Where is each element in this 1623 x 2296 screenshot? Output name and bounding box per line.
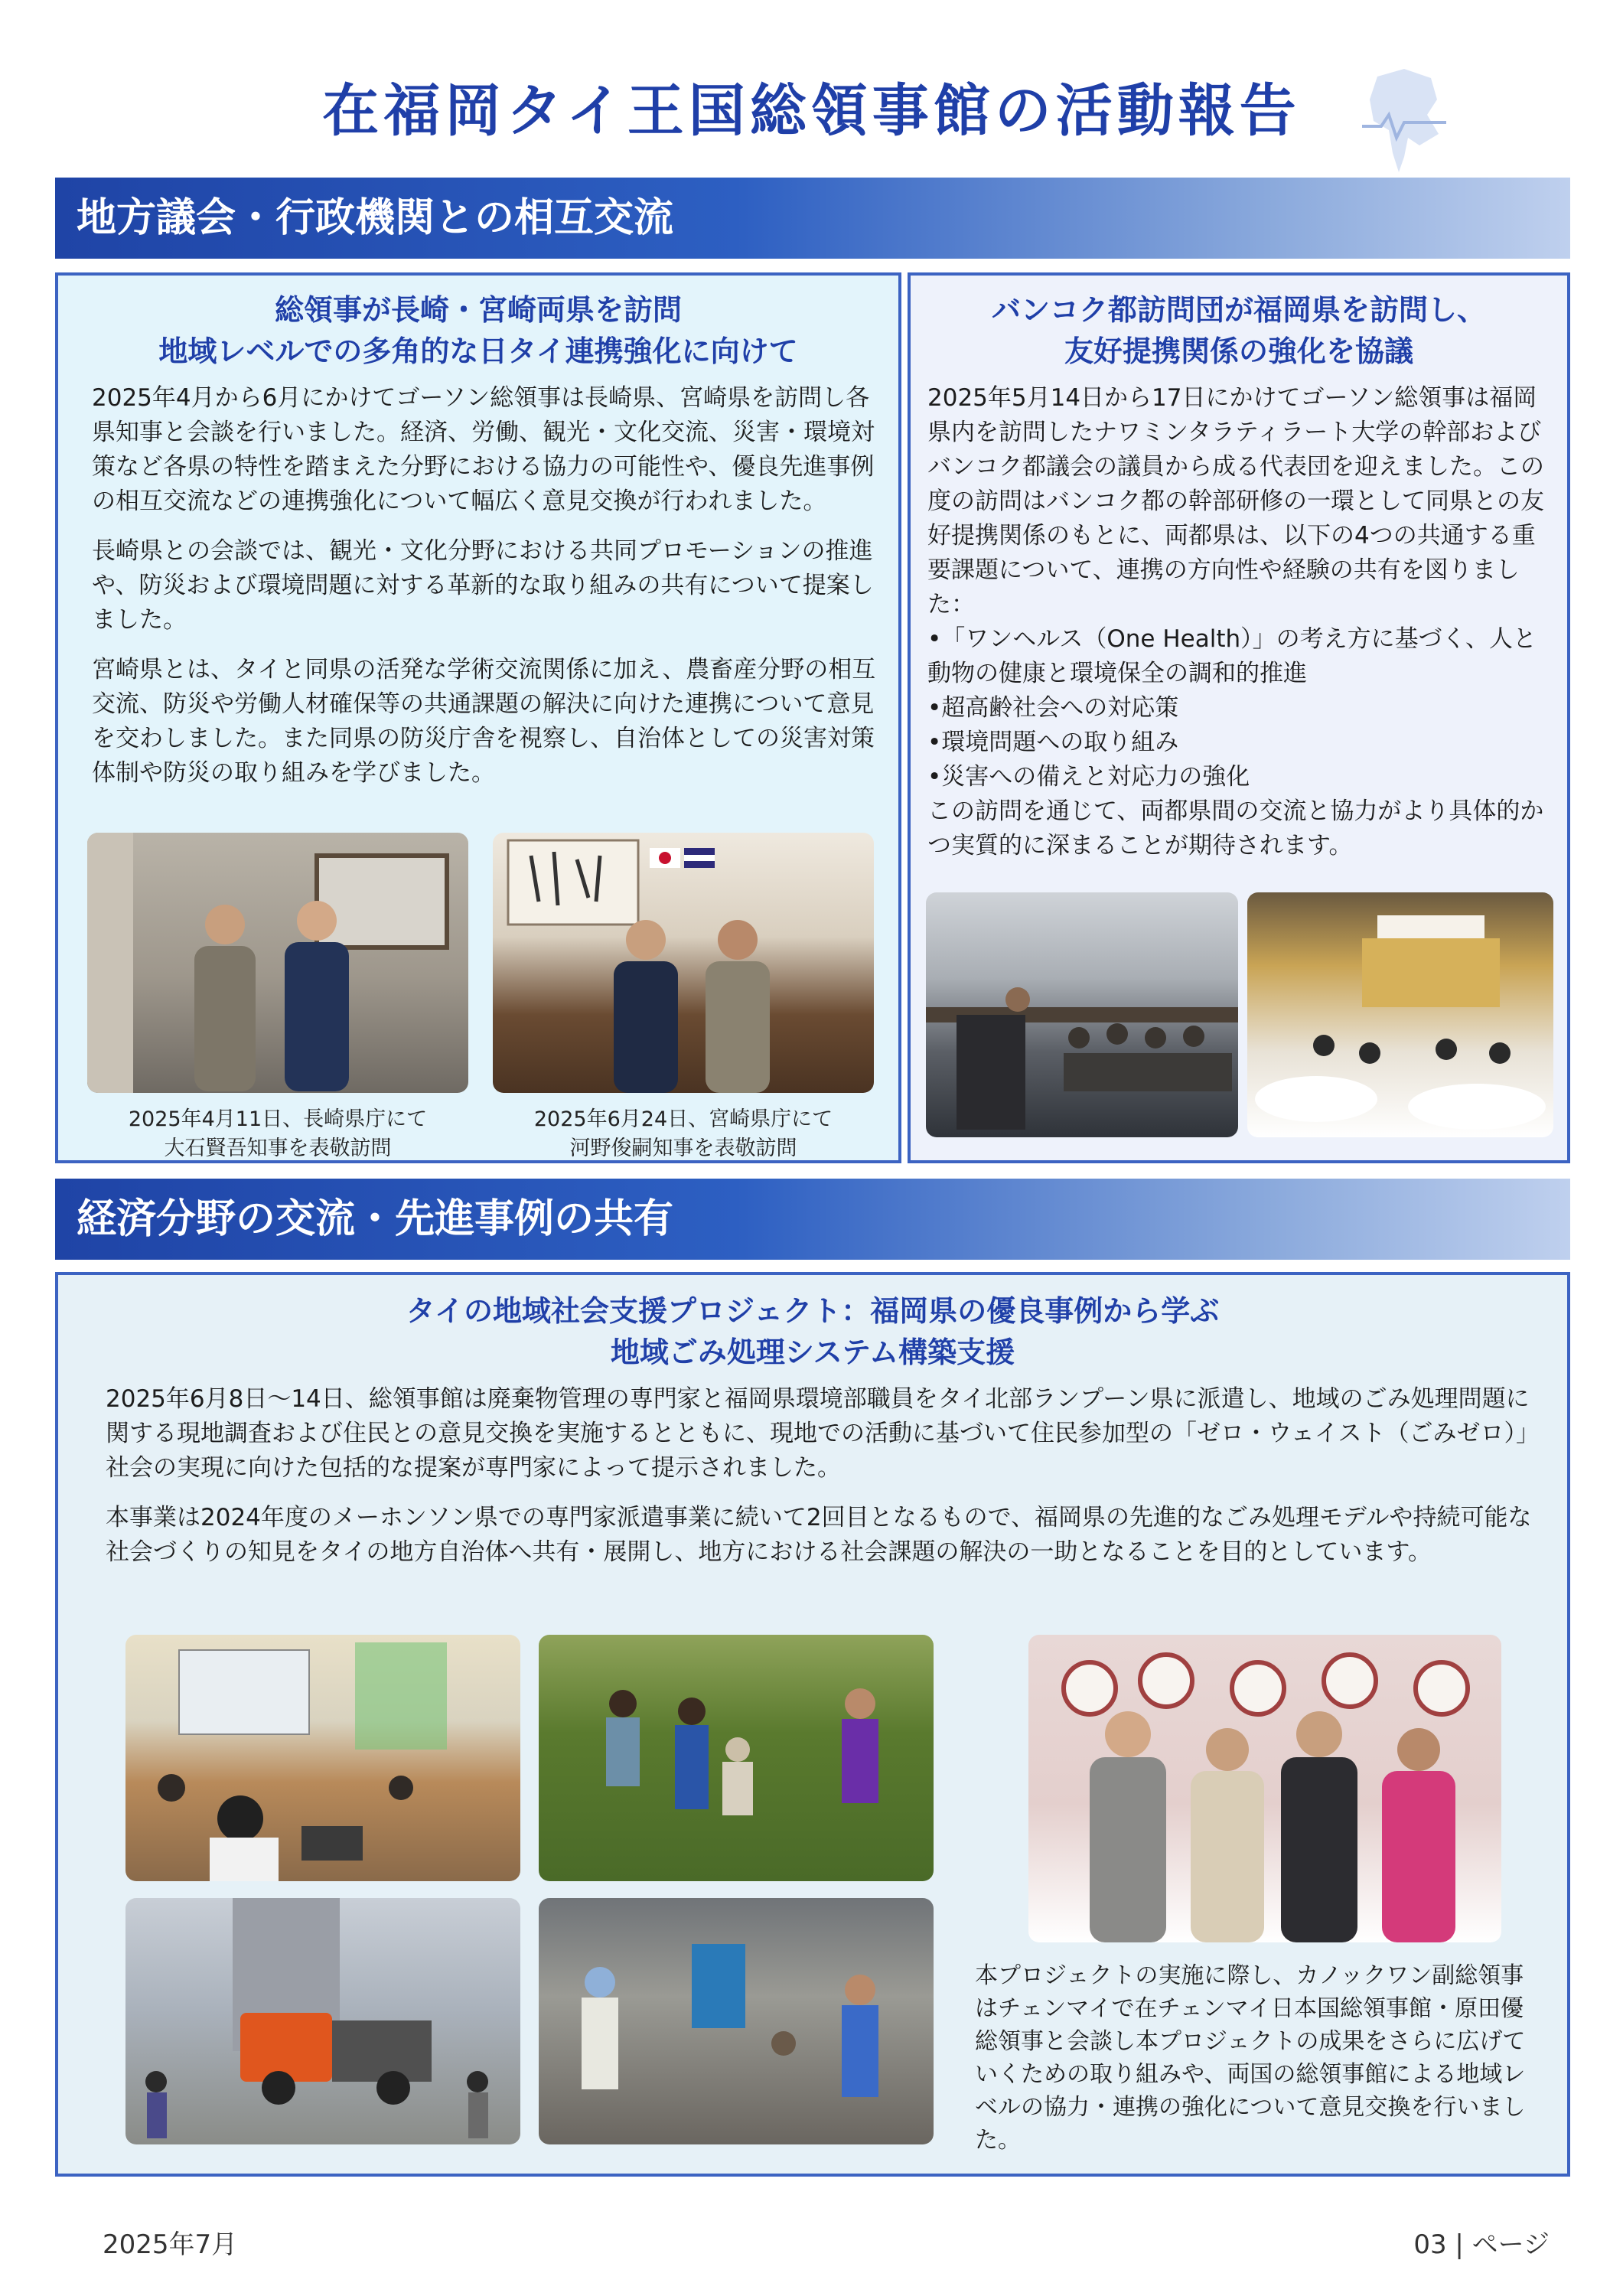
caption-line-1: 2025年4月11日、長崎県庁にて [128, 1107, 428, 1131]
section-banner-label: 地方議会・行政機関との相互交流 [77, 195, 674, 241]
photo-community-visit [539, 1898, 934, 2144]
thailand-map-icon [1347, 61, 1462, 176]
section-banner-local-exchange [55, 178, 1570, 259]
article-body [927, 381, 1558, 863]
section-banner-label: 経済分野の交流・先進事例の共有 [77, 1196, 674, 1242]
paragraph: 宮崎県とは、タイと同県の活発な学術交流関係に加え、農畜産分野の相互交流、防災や労働人材確保等の共通課題の解決に向けた連携について意見を交わしました。また同県の防災庁舎を視察し、自治体としての災害対策体制や防災の取り組みを学びました。 [92, 656, 876, 787]
heading-line-1: 総領事が長崎・宮崎両県を訪問 [274, 293, 682, 327]
article-body [92, 381, 880, 806]
photo-workshop-meeting [125, 1635, 520, 1881]
article-body [106, 1382, 1544, 1585]
bangkok-delegation-article [908, 272, 1570, 1163]
bullet-list [927, 622, 1558, 794]
caption-line-2: 河野俊嗣知事を表敬訪問 [569, 1137, 797, 1160]
nagasaki-miyazaki-article [55, 272, 901, 1163]
photo-caption-miyazaki [493, 1105, 874, 1163]
article-heading [58, 289, 898, 372]
photo-bangkok-reception [1247, 892, 1553, 1137]
list-item: •「ワンヘルス（One Health）」の考え方に基づく、人と動物の健康と環境保全の調和的推進 [927, 625, 1537, 687]
photo-miyazaki-visit [493, 833, 874, 1093]
caption-line-1: 2025年6月24日、宮崎県庁にて [533, 1107, 833, 1131]
side-note: 本プロジェクトの実施に際し、カノックワン副総領事はチェンマイで在チェンマイ日本国総領事館・原田優総領事と会談し本プロジェクトの成果をさらに広げていくための取り組みや、両国の総領事館による地域レベルの協力・連携の強化について意見交換を行いました。 [975, 1962, 1526, 2154]
photo-consulate-meeting [1028, 1635, 1501, 1942]
photo-nagasaki-visit [87, 833, 468, 1093]
list-item: •超高齢社会への対応策 [927, 694, 1179, 722]
list-item: •災害への備えと対応力の強化 [927, 763, 1250, 791]
heading-line-2: 地域ごみ処理システム構築支援 [610, 1336, 1015, 1369]
paragraph: 長崎県との会談では、観光・文化分野における共同プロモーションの推進や、防災および環境問題に対する革新的な取り組みの共有について提案しました。 [92, 537, 874, 634]
photo-field-survey [539, 1635, 934, 1881]
section-banner-economic-exchange [55, 1179, 1570, 1260]
paragraph: 本事業は2024年度のメーホンソン県での専門家派遣事業に続いて2回目となるもので、福岡県の先進的なごみ処理モデルや持続可能な社会づくりの知見をタイの地方自治体へ共有・展開し、地方における社会課題の解決の一助となることを目的としています。 [106, 1504, 1532, 1566]
paragraph: 2025年6月8日〜14日、総領事館は廃棄物管理の専門家と福岡県環境部職員をタイ北部ランプーン県に派遣し、地域のごみ処理問題に関する現地調査および住民との意見交換を実施するとともに、現地での活動に基づいて住民参加型の「ゼロ・ウェイスト（ごみゼロ）」社会の実現に向けた包括的な提案が専門家によって提示されました。 [106, 1385, 1540, 1482]
heading-line-1: バンコク都訪問団が福岡県を訪問し、 [991, 293, 1486, 327]
heading-line-2: 地域レベルでの多角的な日タイ連携強化に向けて [158, 334, 798, 368]
article-heading [58, 1290, 1567, 1373]
heading-line-1: タイの地域社会支援プロジェクト：福岡県の優良事例から学ぶ [406, 1294, 1220, 1328]
list-item: •環境問題への取り組み [927, 729, 1179, 756]
article-heading [911, 289, 1567, 372]
heading-line-2: 友好提携関係の強化を協議 [1064, 334, 1413, 368]
photo-bangkok-meeting [926, 892, 1238, 1137]
paragraph: 2025年4月から6月にかけてゴーソン総領事は長崎県、宮崎県を訪問し各県知事と会談を行いました。経済、労働、観光・文化交流、災害・環境対策など各県の特性を踏まえた分野における協力の可能性や、優良先進事例の相互交流などの連携強化について幅広く意見交換が行われました。 [92, 384, 875, 515]
paragraph: この訪問を通じて、両都県間の交流と協力がより具体的かつ実質的に深まることが期待されます。 [927, 797, 1544, 859]
waste-management-article [55, 1272, 1570, 2177]
photo-caption-nagasaki [87, 1105, 468, 1163]
paragraph: 2025年5月14日から17日にかけてゴーソン総領事は福岡県内を訪問したナワミンタラティラート大学の幹部およびバンコク都議会の議員から成る代表団を迎えました。この度の訪問はバンコク都の幹部研修の一環として同県との友好提携関係のもとに、両都県は、以下の4つの共通する重要課題について、連携の方向性や経験の共有を図りました： [927, 384, 1544, 618]
page-title: 在福岡タイ王国総領事館の活動報告 [322, 78, 1301, 144]
page-number: 03 | ページ [1413, 2229, 1550, 2260]
footer-date: 2025年7月 [103, 2229, 238, 2260]
photo-garbage-truck [125, 1898, 520, 2144]
caption-line-2: 大石賢吾知事を表敬訪問 [164, 1137, 392, 1160]
